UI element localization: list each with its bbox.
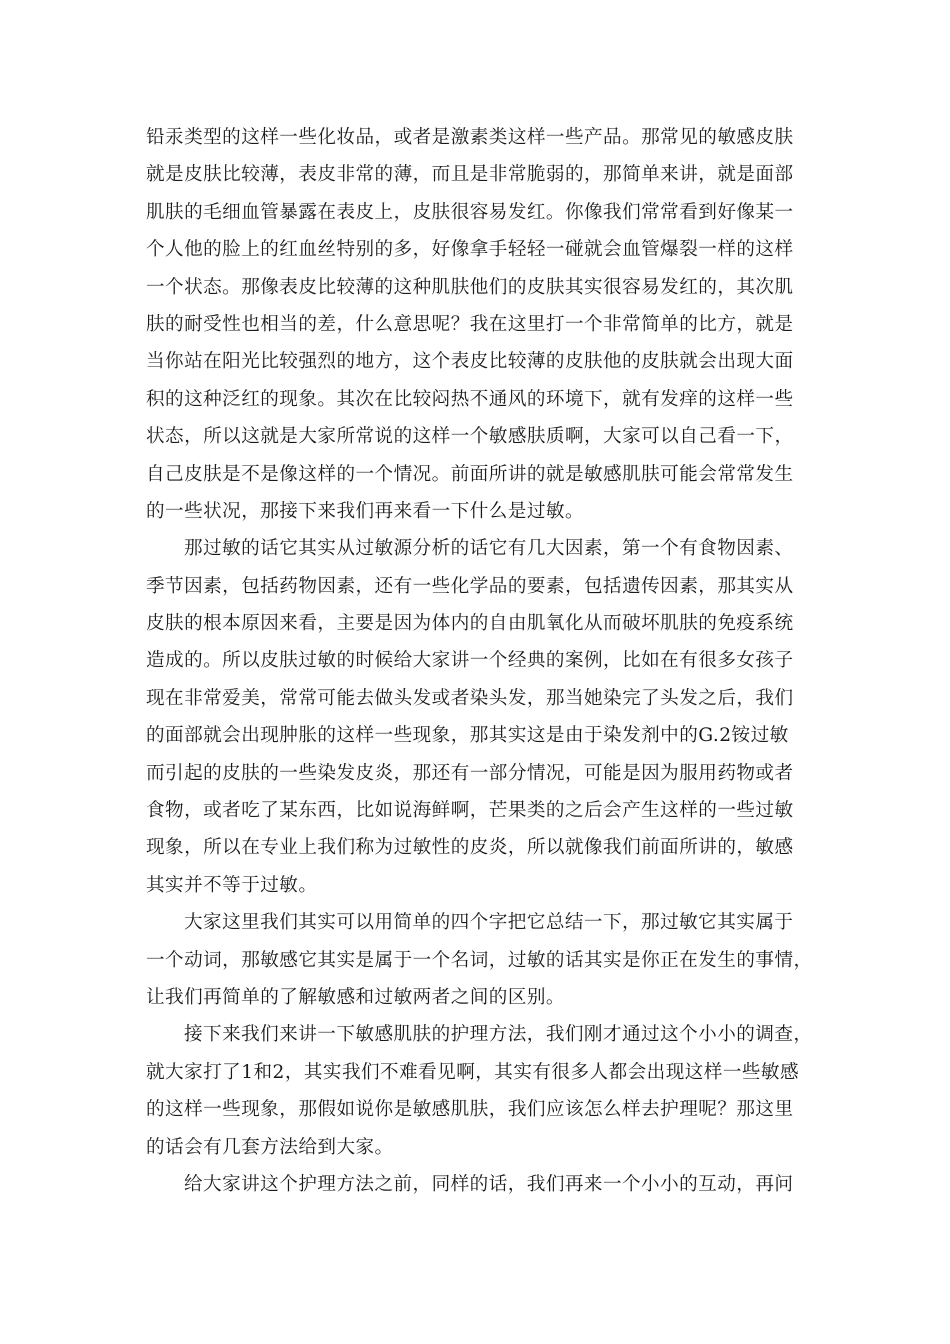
paragraph-first-line: 大家这里我们其实可以用简单的四个字把它总结一下，那过敏它其实属于: [184, 912, 794, 934]
text-line: 铅汞类型的这样一些化妆品，或者是激素类这样一些产品。那常见的敏感皮肤: [146, 127, 794, 148]
text-line: 一个动词，那敏感它其实是属于一个名词，过敏的话其实是你正在发生的事情，: [146, 949, 813, 971]
text-line: 造成的。所以皮肤过敏的时候给大家讲一个经典的案例，比如在有很多女孩子: [146, 650, 794, 672]
text-line: 现象，所以在专业上我们称为过敏性的皮炎，所以就像我们前面所讲的，敏感: [146, 837, 794, 859]
text-line: 其实并不等于过敏。: [146, 874, 318, 896]
text-line: 皮肤的根本原因来看，主要是因为体内的自由肌氧化从而破坏肌肤的免疫系统: [146, 613, 794, 635]
text-line: 肤的耐受性也相当的差，什么意思呢？我在这里打一个非常简单的比方，就是: [146, 313, 794, 335]
text-line: 而引起的皮肤的一些染发皮炎，那还有一部分情况，可能是因为服用药物或者: [146, 762, 794, 784]
text-line: 当你站在阳光比较强烈的地方，这个表皮比较薄的皮肤他的皮肤就会出现大面: [146, 351, 794, 373]
text-line: 状态，所以这就是大家所常说的这样一个敏感肤质啊，大家可以自己看一下，: [146, 426, 794, 448]
text-line: 一个状态。那像表皮比较薄的这种肌肤他们的皮肤其实很容易发红的，其次肌: [146, 276, 794, 298]
paragraph-first-line: 接下来我们来讲一下敏感肌肤的护理方法，我们刚才通过这个小小的调查，: [184, 1024, 813, 1046]
text-line: 季节因素，包括药物因素，还有一些化学品的要素，包括遗传因素，那其实从: [146, 575, 794, 597]
text-line: 食物，或者吃了某东西，比如说海鲜啊，芒果类的之后会产生这样的一些过敏: [146, 800, 794, 822]
text-line: 就大家打了1和2，其实我们不难看见啊，其实有很多人都会出现这样一些敏感: [146, 1061, 800, 1083]
text-line: 的这样一些现象，那假如说你是敏感肌肤，我们应该怎么样去护理呢？那这里: [146, 1099, 794, 1121]
text-line: 让我们再简单的了解敏感和过敏两者之间的区别。: [146, 986, 565, 1008]
text-line: 积的这种泛红的现象。其次在比较闷热不通风的环境下，就有发痒的这样一些: [146, 388, 794, 410]
text-line: 个人他的脸上的红血丝特别的多，好像拿手轻轻一碰就会血管爆裂一样的这样: [146, 239, 794, 261]
text-line: 的话会有几套方法给到大家。: [146, 1136, 394, 1158]
text-line: 自己皮肤是不是像这样的一个情况。前面所讲的就是敏感肌肤可能会常常发生: [146, 463, 794, 485]
text-line: 的面部就会出现肿胀的这样一些现象，那其实这是由于染发剂中的G.2铵过敏: [146, 725, 789, 747]
text-line: 现在非常爱美，常常可能去做头发或者染头发，那当她染完了头发之后，我们: [146, 687, 794, 709]
paragraph-first-line: 那过敏的话它其实从过敏源分析的话它有几大因素，第一个有食物因素、: [184, 538, 794, 560]
text-line: 肌肤的毛细血管暴露在表皮上，皮肤很容易发红。你像我们常常看到好像某一: [146, 201, 794, 223]
text-line: 的一些状况，那接下来我们再来看一下什么是过敏。: [146, 500, 585, 522]
document-body-text: [146, 119, 813, 1203]
paragraph-first-line: 给大家讲这个护理方法之前，同样的话，我们再来一个小小的互动，再问: [184, 1173, 794, 1195]
text-line: 就是皮肤比较薄，表皮非常的薄，而且是非常脆弱的，那简单来讲，就是面部: [146, 164, 794, 186]
